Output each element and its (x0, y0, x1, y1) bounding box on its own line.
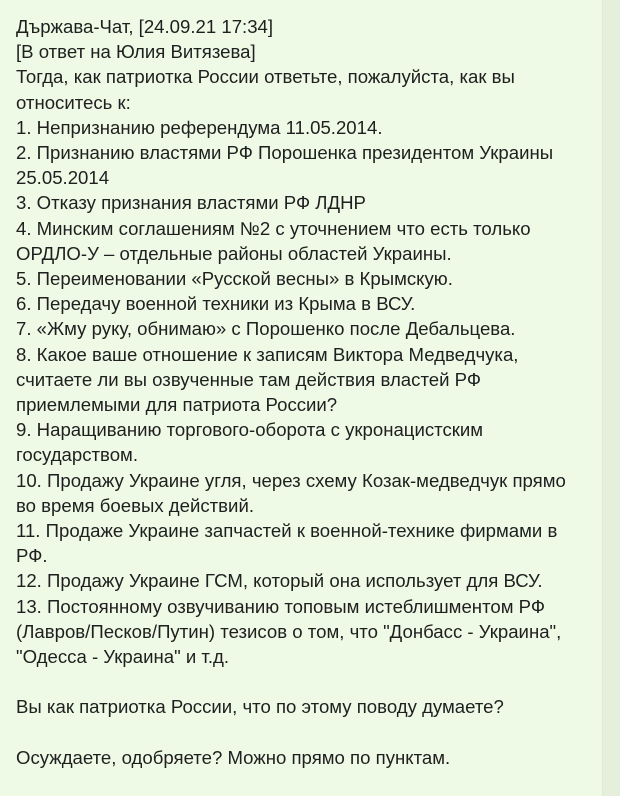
question-line: Вы как патриотка России, что по этому поводу думаете? (16, 696, 504, 718)
spacer (16, 720, 589, 745)
list-item-line: приемлемыми для патриота России? (16, 394, 338, 416)
list-item-line: 25.05.2014 (16, 167, 110, 189)
list-item-line: 7. «Жму руку, обнимаю» с Порошенко после Дебальцева. (16, 318, 516, 340)
list-item-line: 3. Отказу признания властями РФ ЛДНР (16, 192, 366, 214)
list-item-line: РФ. (16, 545, 48, 567)
intro-line: Тогда, как патриотка России ответьте, пожалуйста, как вы (16, 66, 515, 88)
intro-line: относитесь к: (16, 91, 131, 113)
list-item-line: ОРДЛО-У – отдельные районы областей Украины. (16, 242, 452, 264)
message-header: Държава-Чат, [24.09.21 17:34] (16, 16, 274, 37)
list-item-line: 8. Какое ваше отношение к записям Виктора Медведчука, (16, 343, 519, 365)
list-item-line: во время боевых действий. (16, 494, 254, 516)
spacer (16, 669, 589, 694)
reply-to-label: [В ответ на Юлия Витязева] (16, 41, 256, 63)
list-item-line: (Лавров/Песков/Путин) тезисов о том, что "Донбасс - Украина", (16, 620, 562, 642)
list-item-line: считаете ли вы озвученные там действия властей РФ (16, 368, 481, 390)
list-item-line: 5. Переименовании «Русской весны» в Крымскую. (16, 268, 453, 290)
list-item-line: 9. Наращиванию торгового-оборота с укронацистским (16, 419, 484, 441)
list-item-line: государством. (16, 444, 138, 466)
list-item-line: 12. Продажу Украине ГСМ, который она использует для ВСУ. (16, 570, 543, 592)
closing-line: Осуждаете, одобряете? Можно прямо по пунктам. (16, 746, 451, 768)
list-item-line: "Одесса - Украина" и т.д. (16, 646, 230, 668)
list-item-line: 13. Постоянному озвучиванию топовым истеблишментом РФ (16, 595, 545, 617)
list-item-line: 11. Продаже Украине запчастей к военной-технике фирмами в (16, 520, 558, 542)
list-item-line: 10. Продажу Украине угля, через схему Козак-медведчук прямо (16, 469, 566, 491)
scrollbar-track[interactable] (602, 0, 620, 796)
message-text[interactable] (16, 14, 589, 770)
list-item-line: 1. Непризнанию референдума 11.05.2014. (16, 116, 383, 138)
list-item-line: 2. Признанию властями РФ Порошенка президентом Украины (16, 142, 554, 164)
question-list (16, 115, 589, 669)
list-item-line: 6. Передачу военной техники из Крыма в ВСУ. (16, 293, 416, 315)
list-item-line: 4. Минским соглашениям №2 с уточнением что есть только (16, 217, 531, 239)
